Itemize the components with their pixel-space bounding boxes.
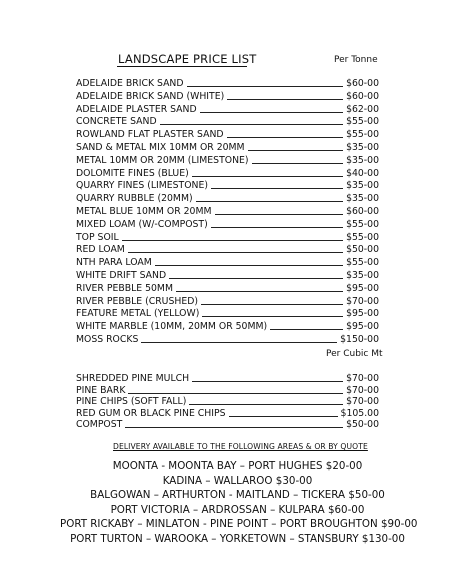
item-name: METAL BLUE 10MM OR 20MM xyxy=(76,206,212,217)
leader-line xyxy=(202,316,343,317)
leader-line xyxy=(196,201,343,202)
item-name: QUARRY FINES (LIMESTONE) xyxy=(76,180,209,192)
title-underline xyxy=(117,66,247,67)
item-price: $95-00 xyxy=(346,282,379,294)
item-price: $62-00 xyxy=(346,103,379,115)
delivery-area-line: MOONTA - MOONTA BAY – PORT HUGHES $20-00 xyxy=(112,460,363,472)
item-price: $70-00 xyxy=(346,396,379,408)
price-row xyxy=(76,140,379,153)
delivery-area-line: PORT TURTON – WAROOKA – YORKETOWN – STANSBURY $130-00 xyxy=(70,533,405,545)
price-row xyxy=(76,281,379,294)
item-price: $55-00 xyxy=(346,257,379,269)
item-price: $60-00 xyxy=(346,206,379,217)
item-price: $55-00 xyxy=(346,218,379,230)
item-price: $40-00 xyxy=(346,167,379,179)
item-name: ADELAIDE BRICK SAND xyxy=(76,78,184,89)
item-name: PINE BARK xyxy=(76,384,126,396)
item-name: METAL 10MM OR 20MM (LIMESTONE) xyxy=(76,154,249,166)
item-name: MIXED LOAM (W/-COMPOST) xyxy=(76,218,208,230)
item-price: $105.00 xyxy=(340,407,379,419)
price-row xyxy=(76,89,379,102)
item-name: COMPOST xyxy=(76,419,123,431)
per-tonne-label: Per Tonne xyxy=(334,55,378,65)
leader-line xyxy=(215,214,344,215)
item-price: $35-00 xyxy=(346,142,379,153)
item-name: TOP SOIL xyxy=(76,231,119,243)
item-price: $35-00 xyxy=(346,193,379,205)
item-name: WHITE MARBLE (10MM, 20MM OR 50MM) xyxy=(76,321,268,333)
price-row xyxy=(76,114,379,127)
item-name: QUARRY RUBBLE (20MM) xyxy=(76,193,193,205)
price-row xyxy=(76,255,379,268)
price-row xyxy=(76,217,379,230)
item-price: $70-00 xyxy=(346,373,379,384)
item-price: $70-00 xyxy=(346,295,379,307)
price-row xyxy=(76,127,379,140)
item-price: $35-00 xyxy=(346,154,379,166)
price-row xyxy=(76,153,379,166)
item-price: $55-00 xyxy=(346,231,379,243)
item-name: RED GUM OR BLACK PINE CHIPS xyxy=(76,407,226,419)
item-name: RIVER PEBBLE (CRUSHED) xyxy=(76,295,199,307)
item-name: RIVER PEBBLE 50MM xyxy=(76,282,173,294)
price-row xyxy=(76,102,379,115)
item-name: MOSS ROCKS xyxy=(76,334,139,345)
item-price: $50-00 xyxy=(346,419,379,431)
item-name: SHREDDED PINE MULCH xyxy=(76,373,190,384)
leader-line xyxy=(227,99,343,100)
item-price: $70-00 xyxy=(346,384,379,396)
leader-line xyxy=(211,188,343,189)
item-name: CONCRETE SAND xyxy=(76,116,157,128)
item-name: NTH PARA LOAM xyxy=(76,257,152,269)
price-row xyxy=(76,204,379,217)
item-price: $150-00 xyxy=(340,334,379,345)
item-price: $60-00 xyxy=(346,90,379,102)
delivery-heading: DELIVERY AVAILABLE TO THE FOLLOWING AREAS & OR BY QUOTE xyxy=(113,442,368,451)
delivery-area-line: PORT RICKABY – MINLATON - PINE POINT – PORT BROUGHTON $90-00 xyxy=(60,518,418,531)
item-price: $50-00 xyxy=(346,244,379,256)
price-row xyxy=(76,294,379,307)
leader-line xyxy=(270,329,343,330)
price-row xyxy=(76,191,379,204)
leader-line xyxy=(252,163,344,164)
leader-line xyxy=(227,137,343,138)
leader-line xyxy=(155,265,343,266)
item-price: $55-00 xyxy=(346,116,379,128)
item-name: ROWLAND FLAT PLASTER SAND xyxy=(76,129,224,141)
leader-line xyxy=(187,86,344,87)
price-row xyxy=(76,166,379,179)
leader-line xyxy=(122,240,343,241)
item-price: $35-00 xyxy=(346,270,379,281)
price-row xyxy=(76,242,379,255)
item-price: $95-00 xyxy=(346,308,379,320)
leader-line xyxy=(169,278,343,279)
price-row xyxy=(76,268,379,281)
price-row xyxy=(76,230,379,243)
delivery-area-line: BALGOWAN – ARTHURTON - MAITLAND – TICKERA $50-00 xyxy=(90,489,385,502)
item-price: $95-00 xyxy=(346,321,379,333)
item-name: RED LOAM xyxy=(76,244,125,256)
price-row xyxy=(76,306,379,319)
price-row xyxy=(76,178,379,191)
delivery-area-line: KADINA – WALLAROO $30-00 xyxy=(162,474,313,487)
leader-line xyxy=(211,227,343,228)
item-name: WHITE DRIFT SAND xyxy=(76,270,167,281)
leader-line xyxy=(141,342,337,343)
price-row xyxy=(76,332,379,345)
price-row xyxy=(76,76,379,89)
item-name: PINE CHIPS (SOFT FALL) xyxy=(76,396,187,408)
leader-line xyxy=(201,304,343,305)
leader-line xyxy=(160,124,343,125)
item-name: FEATURE METAL (YELLOW) xyxy=(76,308,200,320)
item-price: $60-00 xyxy=(346,78,379,89)
item-name: SAND & METAL MIX 10MM OR 20MM xyxy=(76,142,245,153)
leader-line xyxy=(248,150,343,151)
item-price: $35-00 xyxy=(346,180,379,192)
item-name: ADELAIDE PLASTER SAND xyxy=(76,103,197,115)
delivery-area-line: PORT VICTORIA – ARDROSSAN – KULPARA $60-00 xyxy=(110,503,365,516)
document-title: LANDSCAPE PRICE LIST xyxy=(118,52,257,66)
leader-line xyxy=(176,291,343,292)
leader-line xyxy=(128,252,343,253)
price-row xyxy=(76,417,379,430)
price-row xyxy=(76,319,379,332)
item-name: DOLOMITE FINES (BLUE) xyxy=(76,167,189,179)
item-name: ADELAIDE BRICK SAND (WHITE) xyxy=(76,90,225,102)
leader-line xyxy=(200,112,343,113)
item-price: $55-00 xyxy=(346,129,379,141)
leader-line xyxy=(192,176,343,177)
leader-line xyxy=(125,427,343,428)
per-cubic-label: Per Cubic Mt xyxy=(326,349,383,359)
